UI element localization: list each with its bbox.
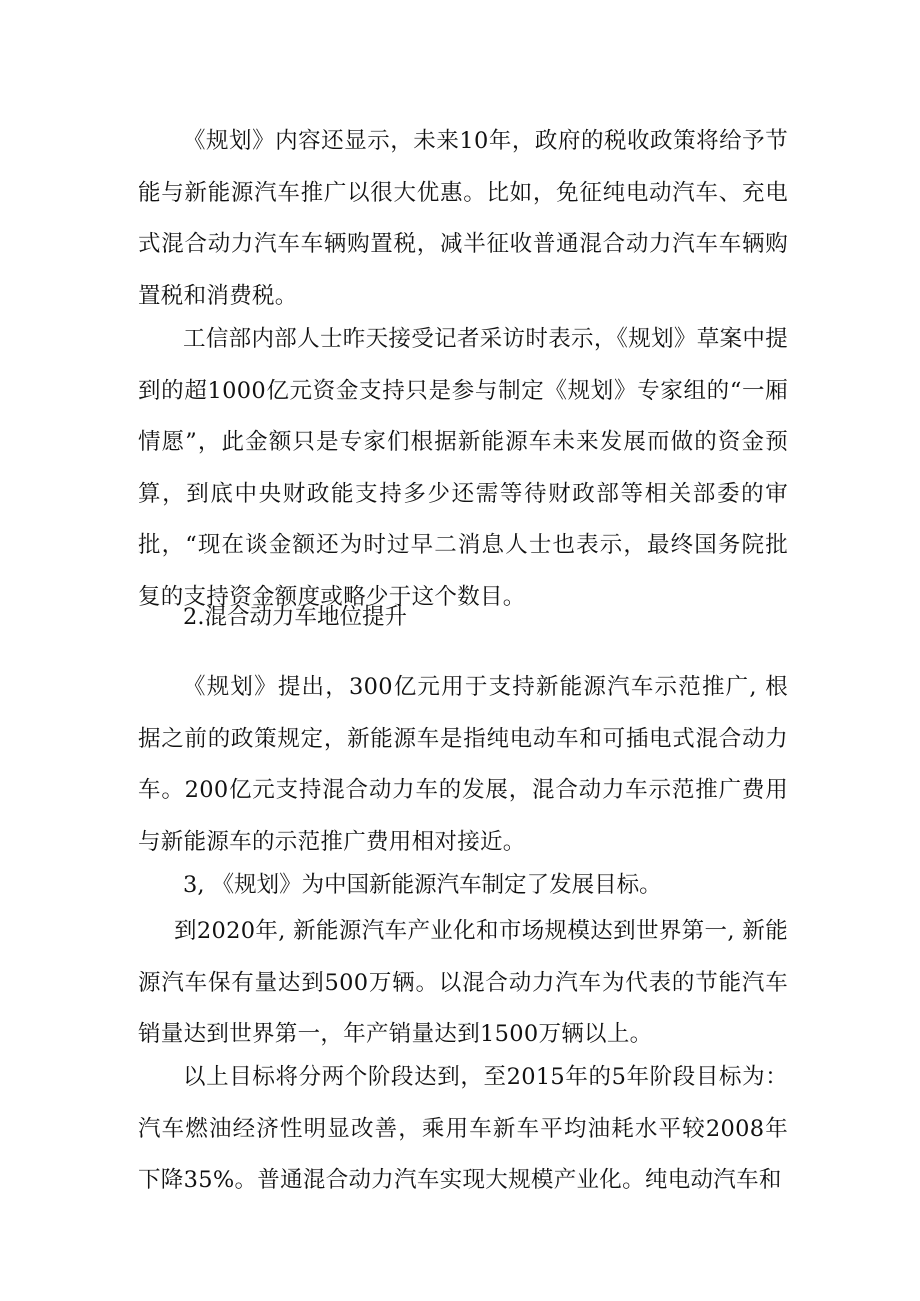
paragraph-2020-goals: 到2020年, 新能源汽车产业化和市场规模达到世界第一, 新能源汽车保有量达到500万辆。以混合动力汽车为代表的节能汽车销量达到世界第一，年产销量达到1500万辆以上。 [138,918,788,1047]
paragraph-2015-goals: 以上目标将分两个阶段达到，至2015年的5年阶段目标为：汽车燃油经济性明显改善，乘用车新车平均油耗水平较2008年下降35%。普通混合动力汽车实现大规模产业化。纯电动汽车和 [138,1064,788,1193]
paragraph-tax-policy: 《规划》内容还显示，未来10年，政府的税收政策将给予节能与新能源汽车推广以很大优惠。比如，免征纯电动汽车、充电式混合动力汽车车辆购置税，减半征收普通混合动力汽车车辆购置税和消费税。 [138,128,788,309]
heading-hybrid-status: 2.混合动力车地位提升 [183,604,407,630]
paragraph-demonstration-funds: 《规划》提出，300亿元用于支持新能源汽车示范推广, 根据之前的政策规定，新能源车是指纯电动车和可插电式混合动力车。200亿元支持混合动力车的发展，混合动力车示范推广费用与新能源车的示范推广费用相对接近。 [138,674,788,855]
heading-development-goals: 3, 《规划》为中国新能源汽车制定了发展目标。 [183,872,662,898]
paragraph-funding: 工信部内部人士昨天接受记者采访时表示，《规划》草案中提到的超1000亿元资金支持只是参与制定《规划》专家组的“一厢情愿”，此金额只是专家们根据新能源车未来发展而做的资金预算，到底中央财政能支持多少还需等待财政部等相关部委的审批，“现在谈金额还为时过早二消息人士也表示，最终国务院批复的支持资金额度或略少于这个数目。 [138,326,788,610]
